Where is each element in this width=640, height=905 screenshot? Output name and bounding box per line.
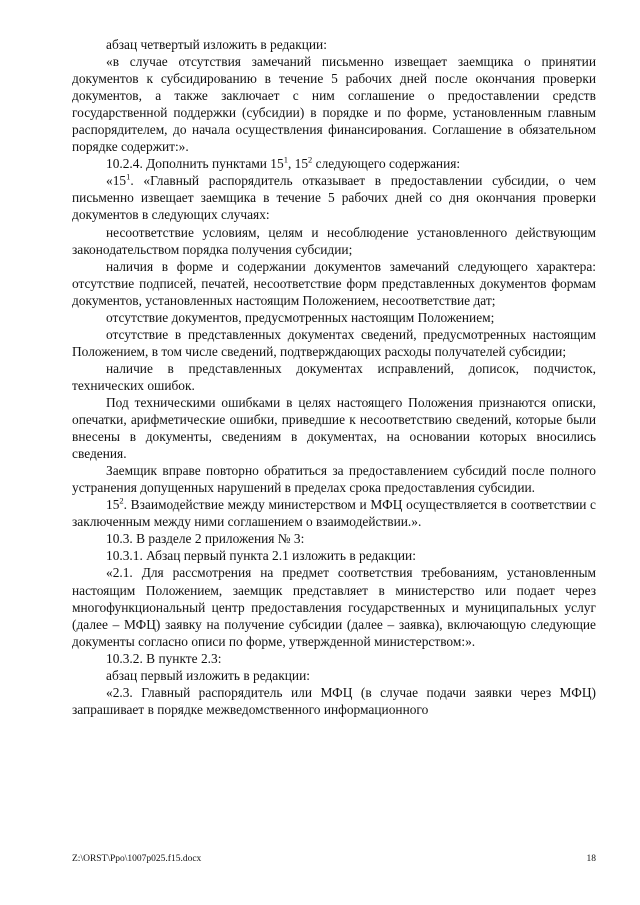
paragraph-text: . Взаимодействие между министерством и МФЦ осуществляется в соответствии с заключенным между ними соглашением о взаимодействии.». (72, 497, 596, 530)
paragraph: наличие в представленных документах исправлений, дописок, подчисток, технических ошибок. (72, 360, 596, 393)
page-footer (72, 854, 596, 864)
paragraph-text: следующего содержания: (312, 156, 461, 172)
paragraph: Под техническими ошибками в целях настоящего Положения признаются описки, опечатки, арифметические ошибки, приведшие к несоответствию сведений, которые были внесены в документы, сведениям в документах, на основании которых вносились сведения. (72, 394, 596, 462)
paragraph: «2.3. Главный распорядитель или МФЦ (в случае подачи заявки через МФЦ) запрашивает в порядке межведомственного информационного (72, 684, 596, 717)
paragraph: несоответствие условиям, целям и несоблюдение установленного действующим законодательством порядка получения субсидии; (72, 224, 596, 257)
paragraph (72, 172, 596, 223)
superscript: 2 (308, 154, 313, 165)
superscript: 1 (126, 171, 131, 182)
paragraph: абзац первый изложить в редакции: (106, 667, 310, 683)
paragraph: 10.3.2. В пункте 2.3: (106, 650, 222, 666)
paragraph: абзац четвертый изложить в редакции: (106, 37, 327, 52)
paragraph (72, 155, 596, 172)
paragraph: отсутствие в представленных документах сведений, предусмотренных настоящим Положением, в том числе сведений, подтверждающих расходы получателей субсидии; (72, 326, 596, 359)
paragraph-text: 10.2.4. Дополнить пунктами 15 (106, 156, 284, 172)
paragraph (72, 496, 596, 530)
paragraph: «2.1. Для рассмотрения на предмет соответствия требованиям, установленным настоящим Положением, заемщик представляет в министерство или подает через многофункциональный центр предоставления государственных и муниципальных услуг (далее – МФЦ) заявку на получение субсидии (далее – заявка), включающую следующие документы согласно описи по форме, утвержденной министерством:». (72, 565, 596, 649)
paragraph: Заемщик вправе повторно обратиться за предоставлением субсидий после полного устранения допущенных нарушений в пределах срока предоставления субсидии. (72, 463, 596, 496)
paragraph: «в случае отсутствия замечаний письменно извещает заемщика о принятии документов к субсидированию в течение 5 рабочих дней после окончания проверки документов, а также заключает с ним соглашение о предоставлении средств государственной поддержки (субсидии) в порядке и по форме, установленным главным распорядителем, до начала осуществления финансирования. Соглашение в обязательном порядке содержит:». (72, 54, 596, 155)
paragraph-text: . «Главный распорядитель отказывает в предоставлении субсидии, о чем письменно извещает заемщика в течение 5 рабочих дней со дня окончания проверки документов в следующих случаях: (72, 173, 596, 223)
superscript: 2 (119, 495, 124, 506)
page-number: 18 (586, 854, 596, 864)
paragraph: отсутствие документов, предусмотренных настоящим Положением; (106, 309, 495, 325)
paragraph: 10.3.1. Абзац первый пункта 2.1 изложить в редакции: (106, 548, 416, 564)
file-path: Z:\ORST\Ppo\1007p025.f15.docx (72, 854, 202, 864)
paragraph-text: «15 (106, 173, 127, 189)
paragraph: наличия в форме и содержании документов замечаний следующего характера: отсутствие подписей, печатей, несоответствие форм представленных документов формам документов, установленных настоящим Положением, несоответствие дат; (72, 258, 596, 308)
paragraph: 10.3. В разделе 2 приложения № 3: (106, 531, 305, 547)
paragraph-text: , 15 (287, 156, 309, 172)
document-body (72, 36, 596, 718)
paragraph-text: 15 (106, 497, 120, 513)
superscript: 1 (283, 154, 288, 165)
